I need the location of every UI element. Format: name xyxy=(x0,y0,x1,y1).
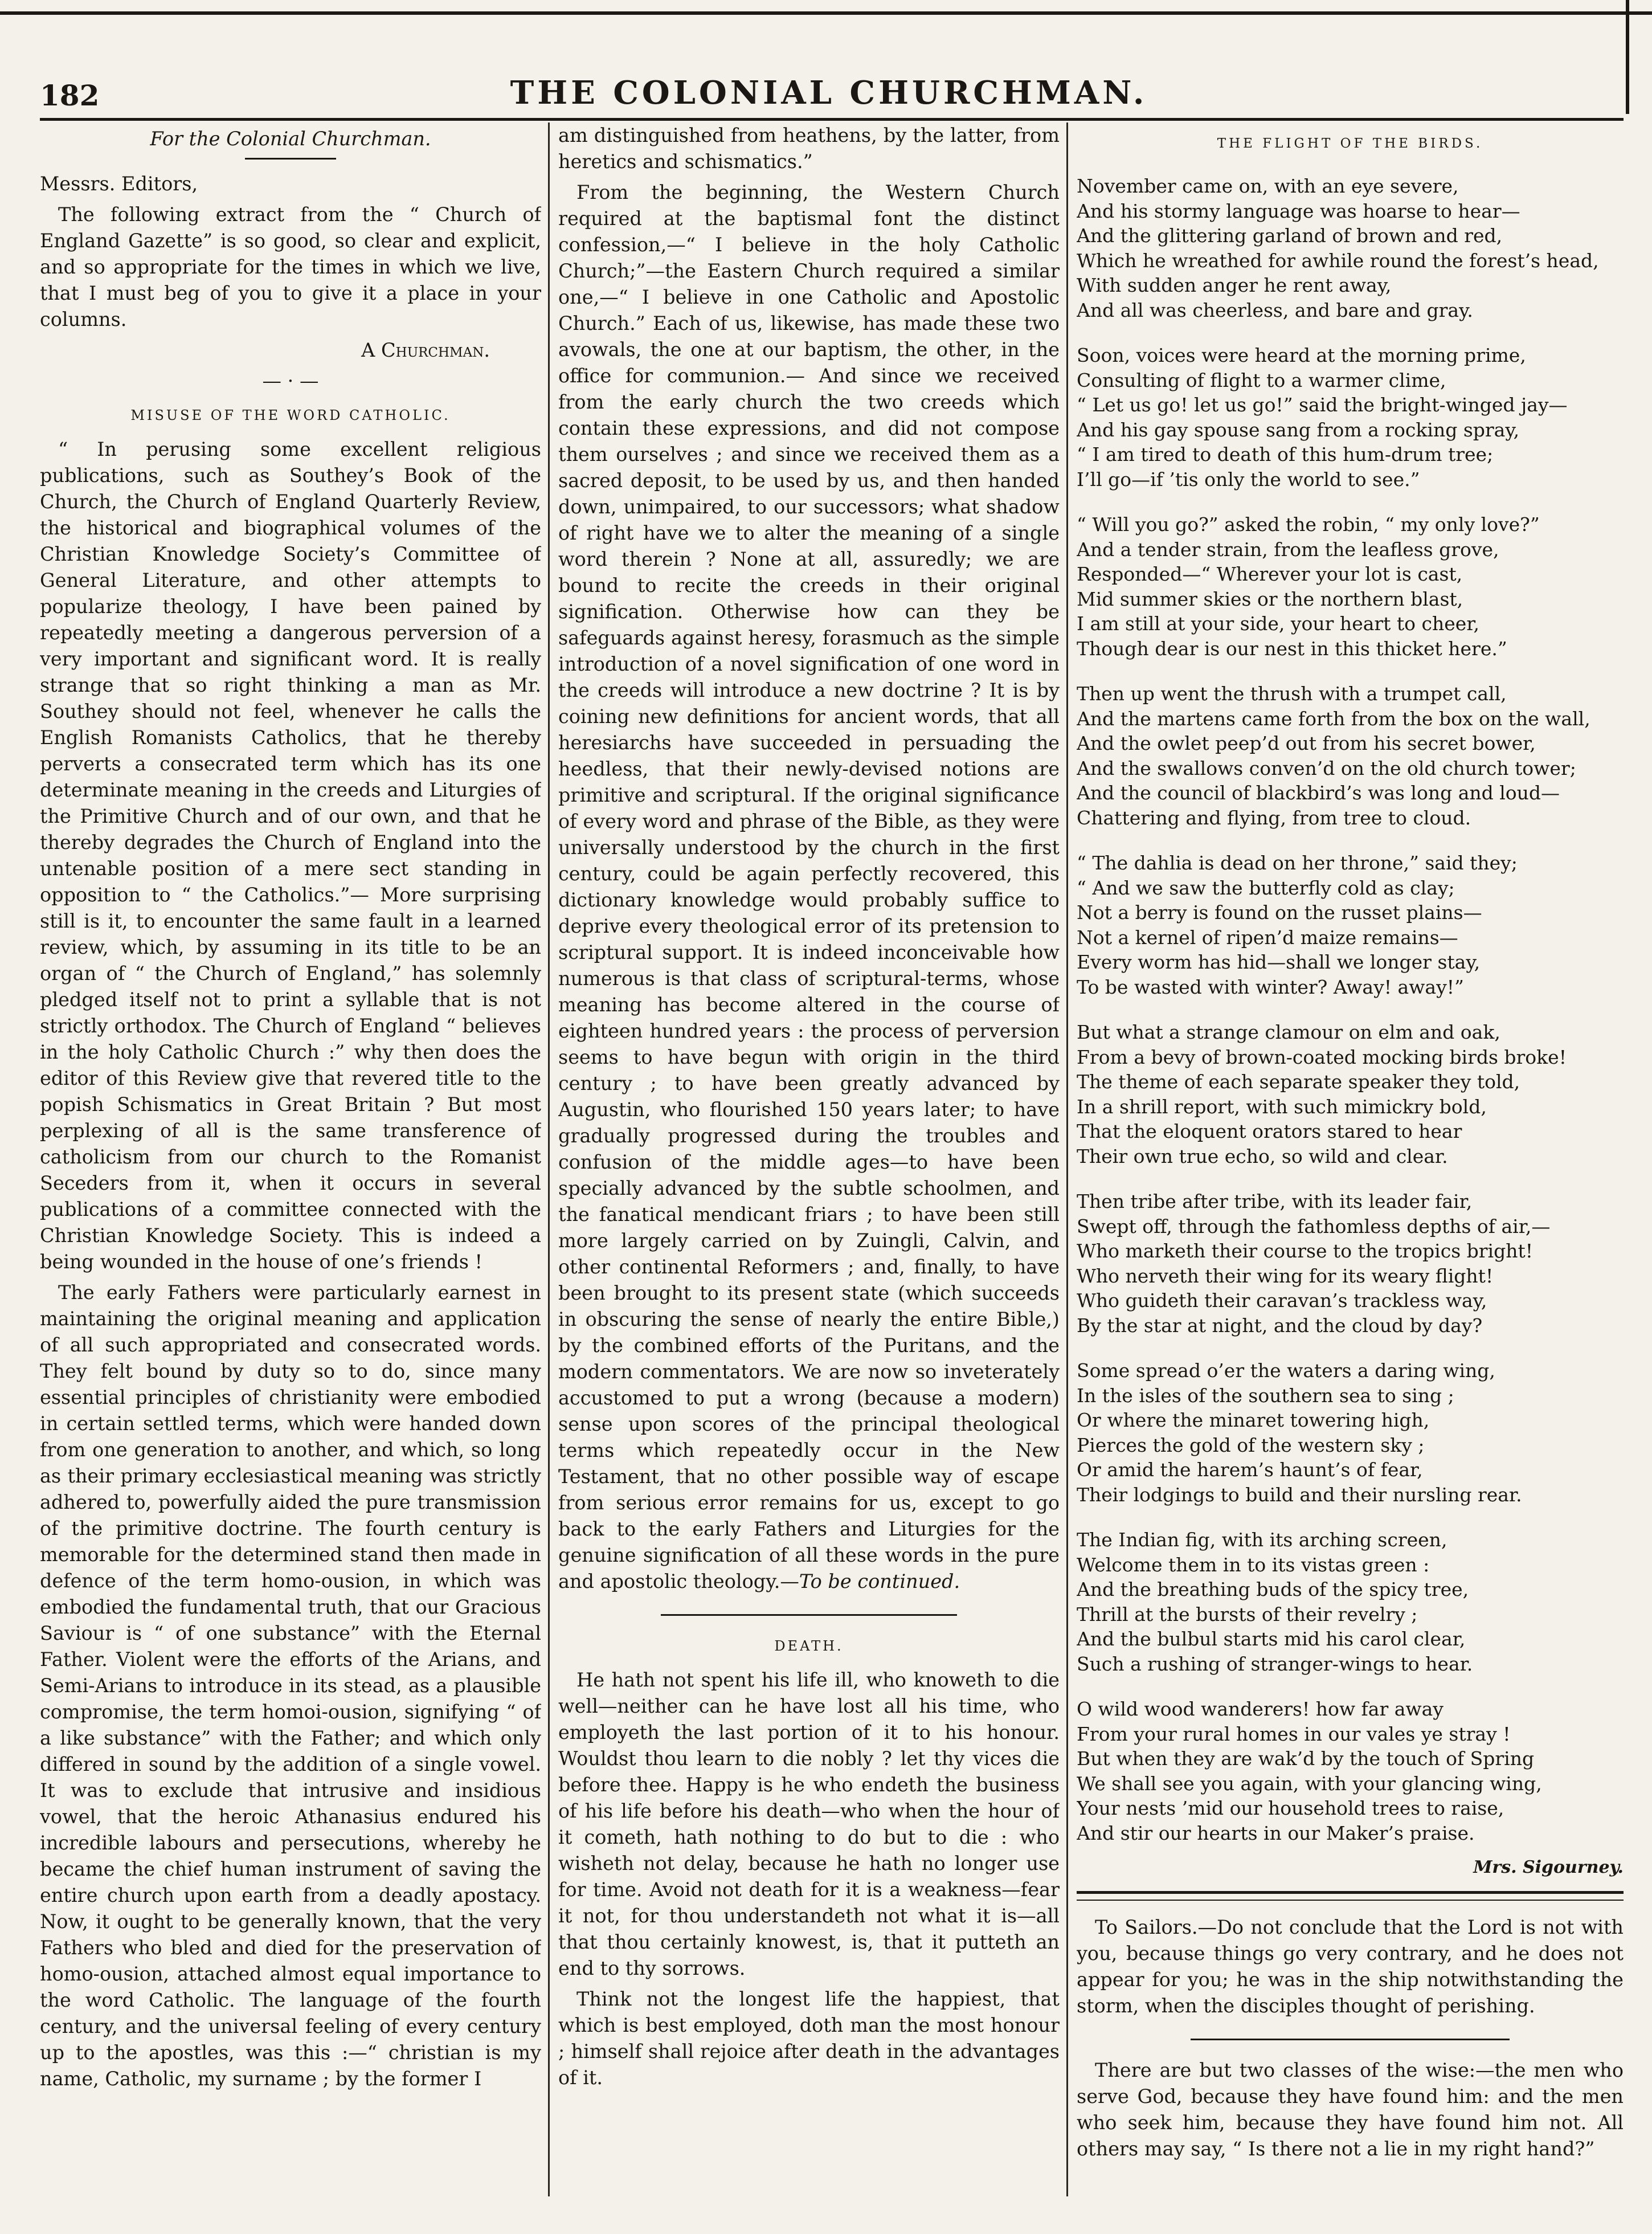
poem-line: In a shrill report, with such mimickry bold, xyxy=(1077,1095,1487,1118)
poem-line: Welcome them in to its vistas green : xyxy=(1077,1553,1430,1576)
poem-line: Or where the minaret towering high, xyxy=(1077,1409,1430,1431)
poem-line: November came on, with an eye severe, xyxy=(1077,175,1459,197)
poem-line: Pierces the gold of the western sky ; xyxy=(1077,1433,1425,1456)
poem-line: Every worm has hid—shall we longer stay, xyxy=(1077,951,1481,973)
poem-stanza xyxy=(1077,1528,1624,1676)
poem-line: From your rural homes in our vales ye stray ! xyxy=(1077,1722,1511,1745)
poem-line: Then tribe after tribe, with its leader fair, xyxy=(1077,1190,1473,1212)
poem-line: “ Will you go?” asked the robin, “ my only love?” xyxy=(1077,513,1540,536)
double-rule xyxy=(1077,1891,1624,1901)
poem-line: Who marketh their course to the tropics bright! xyxy=(1077,1240,1533,1262)
poem-line: The theme of each separate speaker they told, xyxy=(1077,1071,1520,1093)
poem-line: From a bevy of brown-coated mocking birds broke! xyxy=(1077,1045,1567,1068)
page-header xyxy=(40,74,1618,120)
poem-line: Who nerveth their wing for its weary flight! xyxy=(1077,1264,1494,1287)
poem-line: Then up went the thrush with a trumpet call, xyxy=(1077,683,1507,705)
poem-line: O wild wood wanderers! how far away xyxy=(1077,1698,1444,1720)
poem-stanza xyxy=(1077,851,1624,999)
poem-line: Soon, voices were heard at the morning prime, xyxy=(1077,344,1526,366)
column-3 xyxy=(1077,122,1624,2208)
poem-line: Which he wreathed for awhile round the forest’s head, xyxy=(1077,249,1599,272)
poem-line: Not a berry is found on the russet plains— xyxy=(1077,901,1482,924)
death-paragraph: He hath not spent his life ill, who knoweth to die well—neither can he have lost all his time, who employeth the last portion of it to his honour. Wouldst thou learn to die nobly ? let thy vices die before thee. Happy is he who endeth the business of his life before his death—who when the hour of it cometh, hath nothing to do but to die : who wisheth not delay, because he hath no longer use for time. Avoid not death for it is a weakness—fear it not, for thou understandeth not what it is—all that thou certainly knowest, is, that it putteth an end to thy sorrows. xyxy=(558,1669,1060,1979)
poem-line: That the eloquent orators stared to hear xyxy=(1077,1120,1462,1142)
poem-line: And the owlet peep’d out from his secret bower, xyxy=(1077,732,1536,754)
column-divider xyxy=(548,122,550,2196)
poem-stanza xyxy=(1077,512,1624,661)
column-divider xyxy=(1066,122,1068,2196)
signature: A Churchman. xyxy=(361,339,490,361)
poem-line: And his gay spouse sang from a rocking spray, xyxy=(1077,418,1520,441)
column-2 xyxy=(558,122,1060,2208)
page-number: 182 xyxy=(40,79,100,112)
poem-line: With sudden anger he rent away, xyxy=(1077,274,1392,296)
poem-line: “ The dahlia is dead on her throne,” said they; xyxy=(1077,852,1518,874)
poem-line: Thrill at the bursts of their revelry ; xyxy=(1077,1603,1418,1626)
attribution: For the Colonial Churchman. xyxy=(150,128,431,150)
poem-line: But what a strange clamour on elm and oak, xyxy=(1077,1021,1500,1043)
poem-line: And the glittering garland of brown and red, xyxy=(1077,224,1503,247)
poem-line: Their lodgings to build and their nursling rear. xyxy=(1077,1483,1522,1506)
poem-line: Consulting of flight to a warmer clime, xyxy=(1077,369,1446,391)
poem-body xyxy=(1077,174,1624,1845)
poem-line: And the council of blackbird’s was long and loud— xyxy=(1077,782,1560,804)
article-title: MISUSE OF THE WORD CATHOLIC. xyxy=(130,407,451,423)
poem-stanza xyxy=(1077,174,1624,322)
salutation: Messrs. Editors, xyxy=(40,173,198,195)
poem-line: And the martens came forth from the box on the wall, xyxy=(1077,707,1590,730)
poem-line: “ I am tired to death of this hum-drum tree; xyxy=(1077,443,1494,465)
poem-line: I am still at your side, your heart to cheer, xyxy=(1077,612,1479,635)
poem-line: Chattering and flying, from tree to cloud. xyxy=(1077,806,1471,829)
poem-line: By the star at night, and the cloud by day? xyxy=(1077,1314,1483,1337)
article-paragraph: “ In perusing some excellent religious publications, such as Southey’s Book of the Church, the Church of England Quarterly Review, the historical and biographical volumes of the Christian Knowledge Society’s Committee of General Literature, and other attempts to popularize theology, I have been pained by repeatedly meeting a dangerous perversion of a very important and significant word. It is really strange that so right thinking a man as Mr. Southey should not feel, whenever he calls the English Romanists Catholics, that he thereby perverts a consecrated term which has its one determinate meaning in the creeds and Liturgies of the Primitive Church and of our own, and that he thereby degrades the Church of England into the untenable position of a mere sect standing in opposition to “ the Catholics.”— More surprising still is it, to encounter the same fault in a learned review, which, by assuming in its title to be an organ of “ the Church of England,” has solemnly pledged itself not to print a syllable that is not strictly orthodox. The Church of England “ believes in the holy Catholic Church :” why then does the editor of this Review give that revered title to the popish Schismatics in Great Britain ? But most perplexing of all is the same transference of catholicism from our church to the Romanist Seceders from it, when it occurs in several publications of a committee connected with the Christian Knowledge Society. This is indeed a being wounded in the house of one’s friends ! xyxy=(40,438,541,1273)
poem-line: Their own true echo, so wild and clear. xyxy=(1077,1145,1448,1167)
poem-line: And the breathing buds of the spicy tree, xyxy=(1077,1578,1469,1600)
poem-stanza xyxy=(1077,1189,1624,1338)
poem-stanza xyxy=(1077,1020,1624,1169)
poem-stanza xyxy=(1077,681,1624,830)
poem-line: In the isles of the southern sea to sing ; xyxy=(1077,1384,1454,1407)
poem-line: Your nests ’mid our household trees to raise, xyxy=(1077,1797,1504,1819)
poem-line: “ Let us go! let us go!” said the bright-winged jay— xyxy=(1077,394,1568,416)
article-text: From the beginning, the Western Church required at the baptismal font the distinct confession,—“ I believe in the holy Catholic Church;”—the Eastern Church required a similar one,—“ I believe in one Catholic and Apostolic Church.” Each of us, likewise, has made these two avowals, the one at our baptism, the other, in the office for communion.— And since we received from the early church the two creeds which contain these expressions, and did not compose them ourselves ; and since we received them as a sacred deposit, to be used by us, and then handed down, unimpaired, to our successors; what shadow of right have we to alter the meaning of a single word therein ? None at all, assuredly; we are bound to recite the creeds in their original signification. Otherwise how can they be safeguards against heresy, forasmuch as the simple introduction of a novel signification of one word in the creeds will introduce a new doctrine ? It is by coining new definitions for ancient words, that all heresiarchs have succeeded in persuading the heedless, that their newly-devised notions are primitive and scriptural. If the original significance of every word and phrase of the Bible, as they were universally understood by the church in the first century, could be again perfectly recovered, this dictionary knowledge would probably suffice to deprive every theological error of its pretension to scriptural support. It is indeed inconceivable how numerous is that class of scriptural-terms, whose meaning has become altered in the course of eighteen hundred years : the process of perversion seems to have begun with origin in the third century ; to have been greatly advanced by Augustin, who flourished 150 years later; to have gradually progressed during the troubles and confusion of the middle ages—to have been specially advanced by the subtle schoolmen, and the fanatical mendicant friars ; to have been still more largely carried on by Zuingli, Calvin, and other continental Reformers ; and, finally, to have been brought to its present state (which succeeds in obscuring the sense of nearly the entire Bible,) by the combined efforts of the Puritans, and the modern commentators. We are now so inveterately accustomed to put a wrong (because a modern) sense upon scores of the principal theological terms which repeatedly occur in the New Testament, that no other possible way of escape from serious error remains for us, except to go back to the early Fathers and Liturgies for the genuine signification of all these words in the pure and apostolic theology.— xyxy=(558,181,1060,1592)
poem-line: Though dear is our nest in this thicket here.” xyxy=(1077,637,1507,660)
separator: — · — xyxy=(262,370,319,392)
article-paragraph: The early Fathers were particularly earnest in maintaining the original meaning and application of all such appropriated and consecrated words. They felt bound by duty so to do, since many essential principles of christianity were embodied in certain settled terms, which were handed down from one generation to another, and which, so long as their primary ecclesiastical meaning was strictly adhered to, powerfully aided the pure transmission of the primitive doctrine. The fourth century is memorable for the determined stand then made in defence of the term homo-ousion, in which was embodied the fundamental truth, that our Gracious Saviour is “ of one substance” with the Eternal Father. Violent were the efforts of the Arians, and Semi-Arians to introduce in its stead, as a plausible compromise, the term homoi-ousion, signifying “ of a like substance” with the Father; and which only differed in sound by the addition of a single vowel. It was to exclude that intrusive and insidious vowel, that the heroic Athanasius endured his incredible labours and persecutions, whereby he became the chief human instrument of saving the entire church upon earth from a deadly apostacy. Now, it ought to be generally known, that the very Fathers who bled and died for the preservation of homo-ousion, attached almost equal importance to the word Catholic. The language of the fourth century, and the universal feeling of every century up to the apostles, was this :—“ christian is my name, Catholic, my surname ; by the former I xyxy=(40,1281,541,2090)
poem-stanza xyxy=(1077,1358,1624,1507)
poem-line: Some spread o’er the waters a daring wing, xyxy=(1077,1359,1495,1382)
poem-line: Or amid the harem’s haunt’s of fear, xyxy=(1077,1459,1423,1481)
poem-stanza xyxy=(1077,1697,1624,1845)
masthead-title: THE COLONIAL CHURCHMAN. xyxy=(510,74,1148,112)
poem-line: The Indian fig, with its arching screen, xyxy=(1077,1529,1447,1551)
poem-line: I’ll go—if ’tis only the world to see.” xyxy=(1077,468,1420,491)
to-be-continued: To be continued. xyxy=(799,1570,960,1592)
section-rule xyxy=(245,158,336,160)
poem-author: Mrs. Sigourney. xyxy=(1473,1857,1624,1877)
wise-paragraph: There are but two classes of the wise:—the men who serve God, because they have found him: and the men who seek him, because they have found him not. All others may say, “ Is there not a lie in my right hand?” xyxy=(1077,2059,1624,2160)
section-rule xyxy=(1191,2039,1510,2040)
poem-line: Not a kernel of ripen’d maize remains— xyxy=(1077,926,1458,949)
article-paragraph xyxy=(558,179,1060,1595)
article-continuation: am distinguished from heathens, by the latter, from heretics and schismatics.” xyxy=(558,124,1060,173)
poem-line: And a tender strain, from the leafless grove, xyxy=(1077,538,1499,561)
header-rule xyxy=(40,118,1624,121)
poem-line: And the swallows conven’d on the old church tower; xyxy=(1077,757,1576,779)
poem-line: Responded—“ Wherever your lot is cast, xyxy=(1077,563,1463,585)
right-margin-bar xyxy=(1626,0,1629,114)
section-rule xyxy=(661,1614,957,1616)
top-border xyxy=(0,11,1652,15)
poem-line: “ And we saw the butterfly cold as clay; xyxy=(1077,876,1455,899)
poem-line: Who guideth their caravan’s trackless way, xyxy=(1077,1289,1487,1312)
poem-line: And all was cheerless, and bare and gray. xyxy=(1077,299,1473,321)
poem-title: THE FLIGHT OF THE BIRDS. xyxy=(1217,136,1483,151)
poem-line: But when they are wak’d by the touch of Spring xyxy=(1077,1747,1535,1770)
poem-stanza xyxy=(1077,343,1624,492)
poem-line: Swept off, through the fathomless depths of air,— xyxy=(1077,1215,1551,1238)
poem-line: And stir our hearts in our Maker’s praise. xyxy=(1077,1821,1475,1844)
poem-line: And his stormy language was hoarse to hear— xyxy=(1077,199,1520,222)
poem-line: We shall see you again, with your glancing wing, xyxy=(1077,1772,1542,1795)
death-paragraph: Think not the longest life the happiest, that which is best employed, doth man the most honour ; himself shall rejoice after death in the advantages of it. xyxy=(558,1988,1060,2089)
column-1 xyxy=(40,122,541,2208)
letter-text: The following extract from the “ Church of England Gazette” is so good, so clear and explicit, and so appropriate for the times in which we live, that I must beg of you to give it a place in your columns. xyxy=(40,203,541,330)
poem-line: Such a rushing of stranger-wings to hear. xyxy=(1077,1652,1473,1675)
poem-line: Mid summer skies or the northern blast, xyxy=(1077,587,1463,610)
poem-line: To be wasted with winter? Away! away!” xyxy=(1077,975,1464,998)
poem-line: And the bulbul starts mid his carol clear, xyxy=(1077,1628,1466,1650)
sailors-paragraph: To Sailors.—Do not conclude that the Lord is not with you, because things go very contrary, and he does not appear for you; he was in the ship notwithstanding the storm, when the disciples thought of perishing. xyxy=(1077,1916,1624,2017)
death-title: DEATH. xyxy=(774,1638,844,1654)
